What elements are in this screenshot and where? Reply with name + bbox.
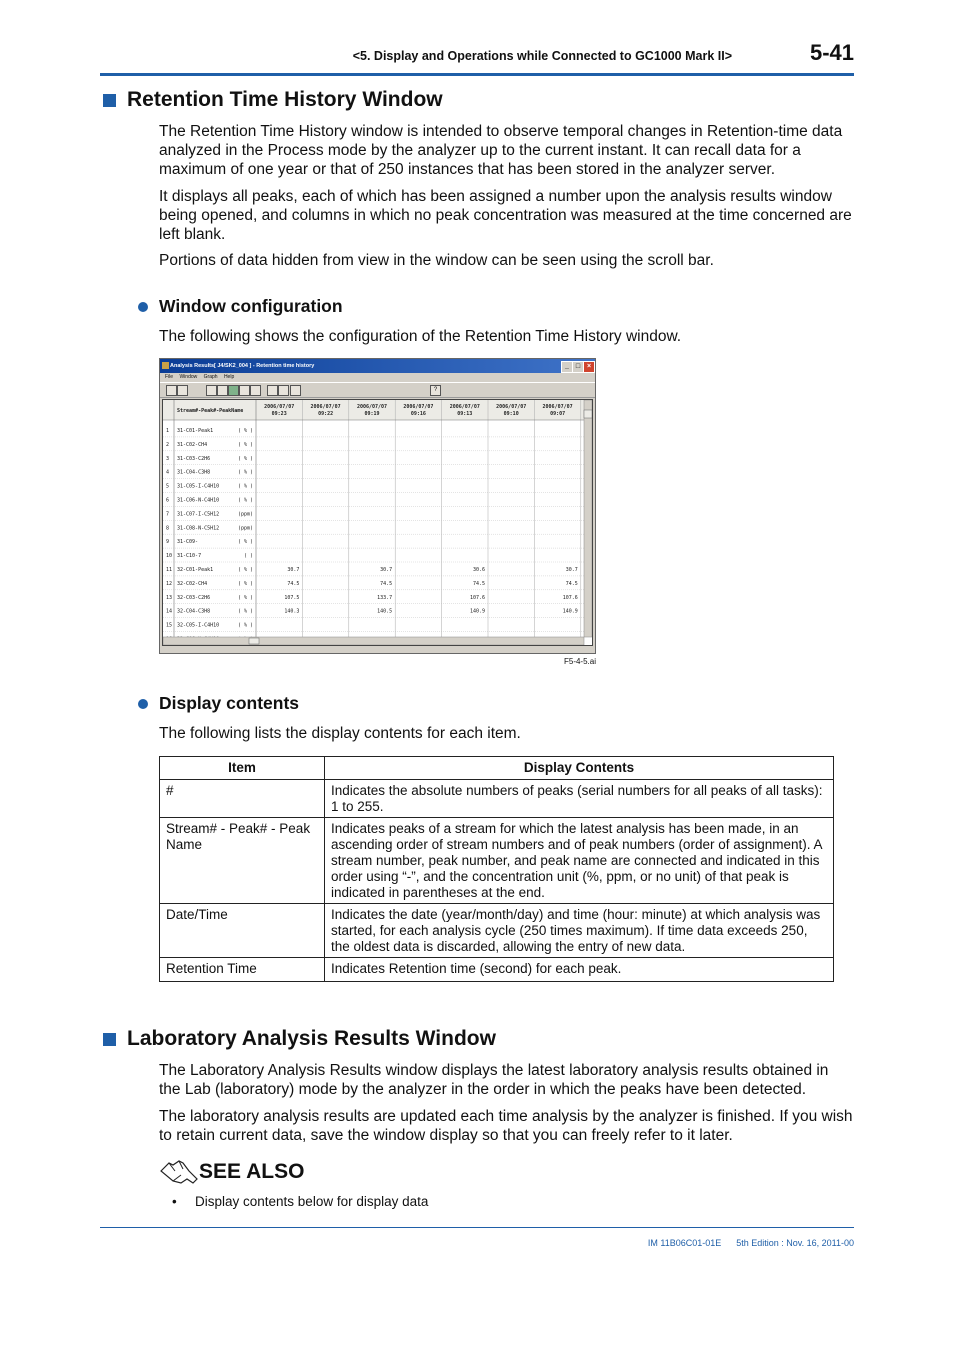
app-icon <box>162 362 169 369</box>
bar-icon[interactable] <box>278 385 289 396</box>
next-icon[interactable] <box>217 385 228 396</box>
close-icon[interactable]: × <box>583 361 595 373</box>
grid-header-date: 2006/07/07 <box>310 404 341 410</box>
row-peak-name: 31-C09- <box>177 539 199 546</box>
row-value: 140.3 <box>284 608 300 615</box>
paragraph: The following lists the display contents for each item. <box>159 725 521 742</box>
row-value: 140.5 <box>377 608 393 615</box>
horizontal-scrollbar <box>163 637 584 645</box>
grid-header-time: 09:19 <box>364 411 380 417</box>
grid-header-time: 09:10 <box>503 411 519 417</box>
menu-window[interactable]: Window <box>179 374 198 380</box>
export-icon[interactable] <box>290 385 301 396</box>
row-value: 30.7 <box>287 567 300 573</box>
vertical-scrollbar <box>584 400 592 637</box>
row-value: 74.5 <box>472 580 485 587</box>
row-unit: ( % ) <box>237 441 253 448</box>
page-number: 5-41 <box>809 40 854 65</box>
grid-header-date: 2006/07/07 <box>496 404 527 410</box>
paragraph: The Retention Time History window is intended to observe temporal changes in Retention-time data analyzed in the Process mode by the analyzer up to the current instant. It can recall data for a maximum of one year or that of 250 instances that has been stored in the analyzer server. <box>159 123 843 178</box>
menu-bar <box>160 373 595 382</box>
print-icon[interactable] <box>177 385 188 396</box>
grid-header-date: 2006/07/07 <box>403 404 434 410</box>
row-value: 30.7 <box>380 567 393 573</box>
desc-cell: Indicates the date (year/month/day) and time (hour: minute) at which analysis was started, for each analysis cycle (250 times maximum). If time data exceeds 250, the oldest data is discarded, allowing the entry of new data. <box>325 904 834 958</box>
row-unit: ( % ) <box>237 428 253 434</box>
table-row <box>160 904 834 958</box>
subheading-title: Window configuration <box>159 296 343 316</box>
prev-icon[interactable] <box>206 385 217 396</box>
subheading-title: Display contents <box>159 693 300 713</box>
row-number: 14 <box>166 608 173 615</box>
row-number: 7 <box>166 511 170 518</box>
item-cell: Date/Time <box>160 904 325 958</box>
row-number: 8 <box>166 525 170 532</box>
row-unit: (ppm) <box>237 511 253 518</box>
see-also <box>159 1157 304 1187</box>
row-peak-name: 31-C04-C3H8 <box>177 469 211 476</box>
column-header: Display Contents <box>325 757 834 780</box>
circle-bullet-icon <box>138 302 148 312</box>
table-header-row <box>160 757 834 780</box>
square-bullet-icon <box>103 1033 116 1046</box>
row-value: 140.9 <box>469 608 485 615</box>
grid-header-item: Stream#-Peak#-PeakName <box>177 408 244 414</box>
doc-id: IM 11B06C01-01E <box>647 1238 722 1248</box>
square-bullet-icon <box>103 94 116 107</box>
row-value: 107.6 <box>469 594 485 601</box>
row-value: 74.5 <box>287 580 300 587</box>
row-unit: ( % ) <box>237 539 253 546</box>
retention-history-screenshot <box>159 358 596 654</box>
row-number: 11 <box>166 567 173 573</box>
row-peak-name: 31-C05-I-C4H10 <box>177 483 220 490</box>
row-number: 4 <box>166 469 170 476</box>
row-number: 6 <box>166 497 170 504</box>
row-number: 2 <box>166 441 170 448</box>
item-cell: # <box>160 780 325 818</box>
row-number: 1 <box>166 428 170 434</box>
paragraph: The Laboratory Analysis Results window displays the latest laboratory analysis results obtained in the Lab (laboratory) mode by the analyzer in the order in which the peaks have been detected. <box>159 1062 829 1098</box>
see-also-text: Display contents below for display data <box>195 1194 429 1209</box>
row-unit: ( % ) <box>237 622 253 629</box>
footer <box>560 1238 854 1248</box>
row-value: 74.5 <box>565 580 578 587</box>
circle-bullet-icon <box>138 699 148 709</box>
help-button[interactable]: ? <box>430 385 441 396</box>
row-number: 15 <box>166 622 173 629</box>
history-grid <box>162 399 593 646</box>
graph-icon[interactable] <box>228 385 239 396</box>
row-number: 9 <box>166 539 170 546</box>
row-value: 74.5 <box>380 580 393 587</box>
section-title: Retention Time History Window <box>127 88 443 111</box>
table-icon[interactable] <box>239 385 250 396</box>
item-cell: Retention Time <box>160 958 325 982</box>
row-peak-name: 31-C06-N-C4H10 <box>177 497 220 504</box>
desc-cell: Indicates Retention time (second) for each peak. <box>325 958 834 982</box>
grid-header-time: 09:07 <box>550 411 566 417</box>
row-peak-name: 31-C02-CH4 <box>177 441 208 448</box>
row-unit: ( % ) <box>237 580 253 587</box>
table-row <box>160 958 834 982</box>
row-peak-name: 31-C08-N-C5H12 <box>177 525 220 532</box>
maximize-icon[interactable]: □ <box>572 361 584 373</box>
chapter-title: <5. Display and Operations while Connected to GC1000 Mark II> <box>352 49 732 63</box>
paragraph: The laboratory analysis results are updated each time analysis by the analyzer is finished. If you wish to retain current data, save the window display so that you can freely refer to it later. <box>159 1108 853 1144</box>
grid-header-time: 09:22 <box>318 411 334 417</box>
grid-header-date: 2006/07/07 <box>356 404 388 410</box>
row-number: 12 <box>166 580 173 587</box>
row-unit: ( % ) <box>237 608 253 615</box>
row-number: 13 <box>166 594 173 601</box>
row-unit: ( % ) <box>237 483 253 490</box>
grid-header-time: 09:13 <box>457 411 473 417</box>
footer-rule <box>100 1227 854 1228</box>
trend-icon[interactable] <box>267 385 278 396</box>
grid-header-date: 2006/07/07 <box>542 404 573 410</box>
row-value: 30.6 <box>472 567 485 573</box>
item-cell: Stream# - Peak# - Peak Name <box>160 818 325 904</box>
minimize-icon[interactable]: _ <box>561 361 573 373</box>
row-value: 140.9 <box>562 608 578 615</box>
section-title: Laboratory Analysis Results Window <box>127 1027 496 1050</box>
row-value: 107.5 <box>284 594 300 601</box>
horizontal-scroll-thumb <box>249 638 259 644</box>
zoom-icon[interactable] <box>250 385 261 396</box>
grid-header-time: 09:16 <box>410 411 426 417</box>
subheading-window-config <box>138 296 343 317</box>
row-unit: ( % ) <box>237 594 253 601</box>
menu-file[interactable]: File <box>165 374 174 380</box>
row-unit: ( ) <box>243 553 253 560</box>
menu-graph[interactable]: Graph <box>203 374 218 380</box>
vertical-scroll-thumb <box>584 410 592 418</box>
row-peak-name: 31-C07-I-C5H12 <box>177 511 220 518</box>
see-also-title: SEE ALSO <box>199 1160 305 1183</box>
row-unit: ( % ) <box>237 567 253 573</box>
row-peak-name: 32-C04-C3H8 <box>177 608 211 615</box>
desc-cell: Indicates peaks of a stream for which the latest analysis has been made, in an ascending order of stream numbers and of peak numbers (order of assignment). A stream number, peak number, and peak name are connected and indicated in this order using “-”, and the concentration unit (%, ppm, or no unit) of that peak is indicated in parentheses at the end. <box>325 818 834 904</box>
row-unit: ( % ) <box>237 455 253 462</box>
row-unit: ( % ) <box>237 469 253 476</box>
bullet: • <box>172 1194 177 1209</box>
row-unit: ( % ) <box>237 497 253 504</box>
menu-help[interactable]: Help <box>223 374 235 380</box>
table-row <box>160 780 834 818</box>
column-header: Item <box>160 757 325 780</box>
row-peak-name: 31-C01-Peak1 <box>177 428 214 434</box>
row-number: 3 <box>166 455 170 462</box>
save-icon[interactable] <box>166 385 177 396</box>
row-peak-name: 32-C05-I-C4H10 <box>177 622 220 629</box>
row-peak-name: 32-C02-CH4 <box>177 580 208 587</box>
display-contents-table <box>159 756 834 982</box>
row-value: 133.7 <box>377 594 393 601</box>
row-value: 107.6 <box>562 594 578 601</box>
edition: 5th Edition : Nov. 16, 2011-00 <box>736 1238 854 1248</box>
see-also-item <box>172 1194 428 1209</box>
window-title: Analysis Results[ J4/SK2_004 ] - Retention time history <box>170 363 315 369</box>
row-number: 10 <box>166 553 173 560</box>
grid-header-date: 2006/07/07 <box>449 404 480 410</box>
row-peak-name: 32-C01-Peak1 <box>177 567 214 573</box>
paragraph: Portions of data hidden from view in the window can be seen using the scroll bar. <box>159 252 714 269</box>
row-peak-name: 31-C03-C2H6 <box>177 455 211 462</box>
row-number: 5 <box>166 483 170 490</box>
paragraph: It displays all peaks, each of which has been assigned a number upon the analysis results window being opened, and columns in which no peak concentration was measured at the time concerned are left blank. <box>159 188 852 243</box>
figure-caption: F5-4-5.ai <box>563 657 596 666</box>
paragraph: The following shows the configuration of the Retention Time History window. <box>159 328 682 345</box>
row-peak-name: 32-C03-C2H6 <box>177 594 211 601</box>
window-titlebar <box>160 359 595 373</box>
row-peak-name: 31-C10-7 <box>177 553 202 560</box>
desc-cell: Indicates the absolute numbers of peaks (serial numbers for all peaks of all tasks): 1 to 255. <box>325 780 834 818</box>
section-heading-lab <box>103 1027 496 1051</box>
pointing-hand-icon <box>159 1157 199 1187</box>
row-unit: (ppm) <box>237 525 253 532</box>
grid-canvas <box>163 400 592 645</box>
grid-header-time: 09:23 <box>271 411 287 417</box>
row-value: 30.7 <box>565 567 578 573</box>
subheading-display-contents <box>138 693 299 714</box>
table-row <box>160 818 834 904</box>
header-rule <box>100 73 854 76</box>
grid-header-date: 2006/07/07 <box>264 404 295 410</box>
section-heading-retention <box>103 88 443 112</box>
